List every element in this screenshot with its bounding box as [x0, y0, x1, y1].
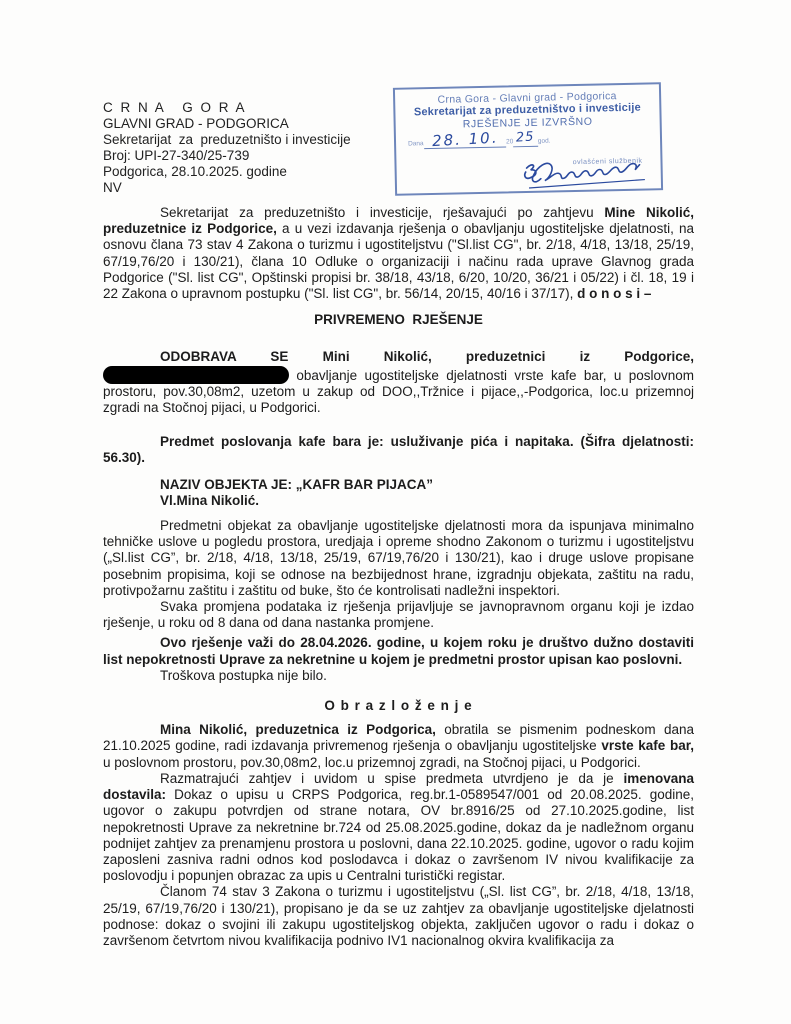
stamp-date-row — [396, 128, 660, 150]
change-notice-paragraph: Svaka promjena podataka iz rješenja prijavljuje se javnopravnom organu koji je izdao rješenje, u roku od 8 dana od dana nastanka promjene. — [103, 599, 694, 631]
decision-grant-text: ODOBRAVA SE Mini Nikolić, preduzetnici iz Podgorice, — [160, 349, 694, 365]
explanation-title: O b r a z l o ž e n j e — [324, 698, 473, 714]
city-name: GLAVNI GRAD - PODGORICA — [103, 116, 289, 131]
case-number: Broj: UPI-27-340/25-739 — [103, 148, 250, 163]
letterhead — [103, 100, 351, 196]
costs-paragraph: Troškova postupka nije bilo. — [160, 667, 327, 683]
country-name: C R N A G O R A — [103, 100, 247, 115]
expl-text-2: u poslovnom prostoru, pov.30,08m2, loc.u prizemnoj zgradi, na Stočnoj pijaci, u Podgorici. — [103, 754, 641, 770]
handwritten-signature — [516, 153, 655, 199]
expl2-text-2: Dokaz o upisu u CRPS Podgorica, reg.br.1-0589547/001 od 20.08.2025. godine, ugovor o zakupu potvrdjen od strane notara, OV br.8916/25 od 27.10.2025.godine, list nepokretnosti Uprave za nekretnine br.724 od 25.08.2025.godine, dokaz da je nadležnom organu podnijet zahtjev za prenamjenu prostora u poslovni, dana 22.10.2025. godine, ugovor o radu kojim zaposleni zasniva radni odnos kod poslodavca i dokaz o završenom IV nivou kvalifikacije za poslovodju i popunjen obrazac za upis u Centralni turistički registar. — [103, 787, 694, 884]
explanation-paragraph-1 — [103, 722, 694, 771]
intro-paragraph — [103, 205, 694, 302]
decision-detail-text: obavljanje ugostiteljske djelatnosti vrste kafe bar, u poslovnom prostoru, pov.30,08m2, uzetom u zakup od DOO,,Tržnice i pijace,,-Podgorica, loc.u prizemnoj zgradi na Stočnoj pijaci, u Podgorici. — [103, 367, 694, 416]
object-name-block — [103, 477, 694, 509]
stamp-date-label: Dana — [408, 140, 424, 148]
expl-text-1: obratila se pismenim podneskom dana 21.10.2025 godine, radi izdavanja privremenog rješenja o obavljanju ugostiteljske — [103, 722, 694, 754]
expl-bar-type: vrste kafe bar, — [601, 738, 694, 754]
object-name-line: NAZIV OBJEKTA JE: „KAFR BAR PIJACA” — [160, 476, 434, 492]
stamp-officer-label: ovlašćeni službenik — [572, 157, 643, 167]
owner-line: Vl.Mina Nikolić. — [160, 492, 260, 508]
clerk-initials: NV — [103, 180, 122, 195]
stamp-year-suffix: god. — [537, 137, 551, 145]
applicant-name: Mine Nikolić, preduzetnice iz Podgorice, — [103, 205, 694, 237]
expl2-text-1: Razmatrajući zahtjev i uvidom u spise predmeta utvrdjeno je da je — [160, 770, 624, 786]
redaction-bar — [103, 366, 289, 384]
expl2-delivered-label: imenovana dostavila: — [103, 770, 694, 803]
explanation-paragraph-2 — [103, 771, 694, 884]
stamp-executive-line: RJEŠENJE JE IZVRŠNO — [462, 115, 593, 131]
conditions-paragraph: Predmetni objekat za obavljanje ugostiteljske djelatnosti mora da ispunjava minimalno tehničke uslove u pogledu prostora, uredjaja i opreme shodno Zakonom o turizmu i ugostiteljstvu („Sl.list CG”, br. 2/18, 4/18, 13/18, 25/19, 67/19,76/20 i 130/21), kao i druge uslove propisane posebnim propisima, koji se odnose na bezbijednost hrane, izgradnju objekata, zaštitu na radu, protivpožarnu zaštitu i zaštitu od buke, što će kontrolisati nadležni inspektori. — [103, 518, 694, 598]
document-body — [103, 205, 694, 949]
stamp-authority-line: Crna Gora - Glavni grad - Podgorica — [437, 90, 617, 106]
intro-text-2: a u vezi izdavanja rješenja o obavljanju ugostiteljske djelatnosti, na osnovu člana 73 stav 4 Zakona o turizmu i ugostiteljstvu ("Sl.list CG", br. 2/18, 4/18, 13/18, 25/19, 67/19,76/20 i 130/21), člana 10 Odluke o organizaciji i načinu rada uprave Glavnog grada Podgorice ("Sl. list CG", Opštinski propisi br. 38/18, 43/18, 6/20, 10/20, 36/21 i 05/22) i čl. 18, 19 i 22 Zakona o upravnom postupku ("Sl. list CG", br. 56/14, 20/15, 40/16 i 37/17), — [103, 221, 694, 302]
department-name: Sekretarijat za preduzetništo i investicije — [103, 132, 351, 147]
intro-text-1: Sekretarijat za preduzetništo i investicije, rješavajući po zahtjevu — [160, 205, 605, 220]
stamp-department-line: Sekretarijat za preduzetništvo i investicije — [413, 101, 642, 119]
place-date: Podgorica, 28.10.2025. godine — [103, 164, 287, 179]
stamp-year-prefix: 20 — [506, 138, 514, 146]
donosi-text: d o n o s i – — [577, 286, 652, 302]
stamp-handwritten-day-month: 28. 10. — [431, 128, 499, 151]
business-subject-paragraph: Predmet poslovanja kafe bara je: usluživanje pića i napitaka. (Šifra djelatnosti: 56.30). — [103, 434, 694, 466]
expl-applicant-name: Mina Nikolić, preduzetnica iz Podgorica, — [160, 722, 445, 738]
decision-paragraph — [103, 349, 694, 416]
executive-stamp — [393, 82, 663, 196]
decision-title: PRIVREMENO RJEŠENJE — [314, 312, 483, 328]
stamp-handwritten-year: 25 — [515, 129, 536, 146]
validity-paragraph: Ovo rješenje važi do 28.04.2026. godine, u kojem roku je društvo dužno dostaviti list nepokretnosti Uprave za nekretnine u kojem je predmetni prostor upisan kao poslovni. — [103, 635, 694, 667]
explanation-paragraph-3: Članom 74 stav 3 Zakona o turizmu i ugostiteljstvu („Sl. list CG”, br. 2/18, 4/18, 13/18, 25/19, 67/19,76/20 i 130/21), propisano je da se uz zahtjev za obavljanje ugostiteljske djelatnosti podnose: dokaz o svojini ili zakupu ugostiteljskog objekta, zaključen ugovor o radu i dokaz o završenom četvrtom nivou kvalifikacija podnivo IV1 nacionalnog okvira kvalifikacija za — [103, 884, 694, 948]
